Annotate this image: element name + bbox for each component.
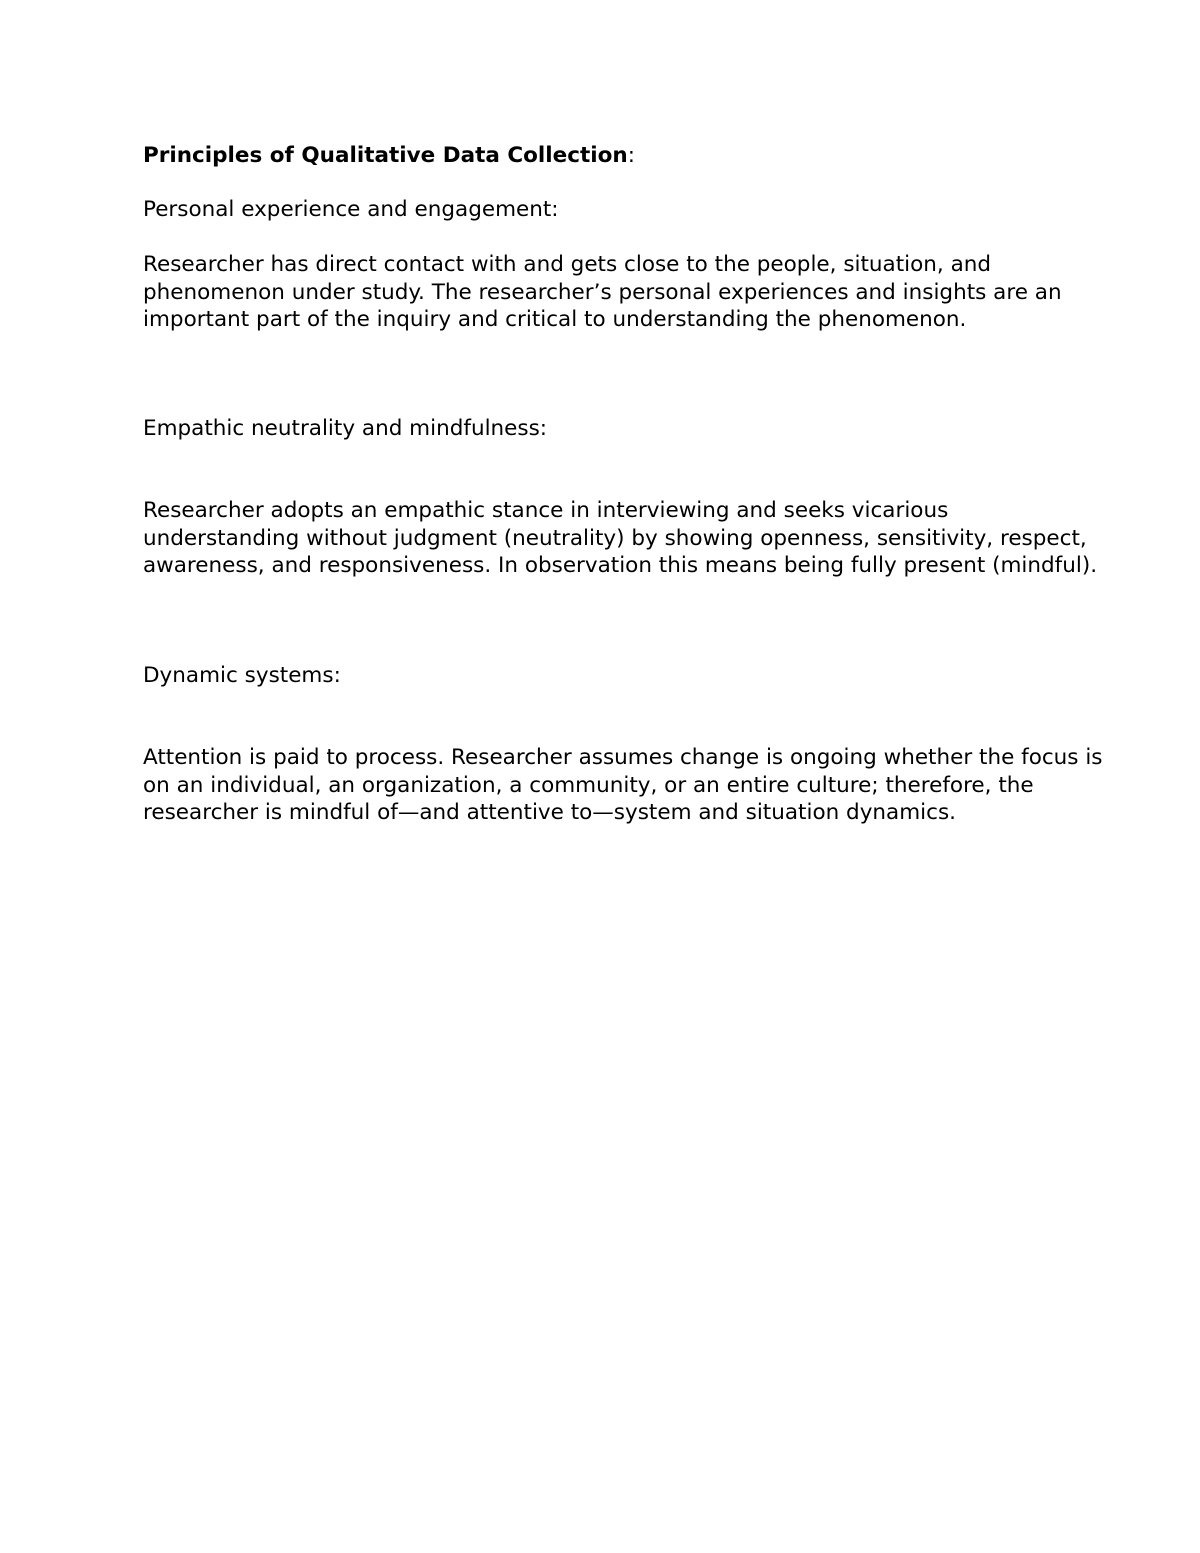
section-heading: Dynamic systems: <box>143 663 341 688</box>
section-body: Researcher has direct contact with and gets close to the people, situation, and phenomenon under study. The researcher’s personal experiences and insights are an important part of the inquiry and critical to understanding the phenomenon. <box>143 252 1062 332</box>
document-title-bold: Principles of Qualitative Data Collection <box>143 143 628 168</box>
section-heading: Personal experience and engagement: <box>143 197 559 222</box>
section-heading: Empathic neutrality and mindfulness: <box>143 416 548 441</box>
document-title <box>143 142 1103 170</box>
section-body: Attention is paid to process. Researcher assumes change is ongoing whether the focus is on an individual, an organization, a community, or an entire culture; therefore, the researcher is mindful of—and attentive to—system and situation dynamics. <box>143 745 1103 825</box>
document-title-suffix: : <box>627 143 635 168</box>
section-body: Researcher adopts an empathic stance in interviewing and seeks vicarious understanding without judgment (neutrality) by showing openness, sensitivity, respect, awareness, and responsiveness. In observation this means being fully present (mindful). <box>143 498 1098 578</box>
